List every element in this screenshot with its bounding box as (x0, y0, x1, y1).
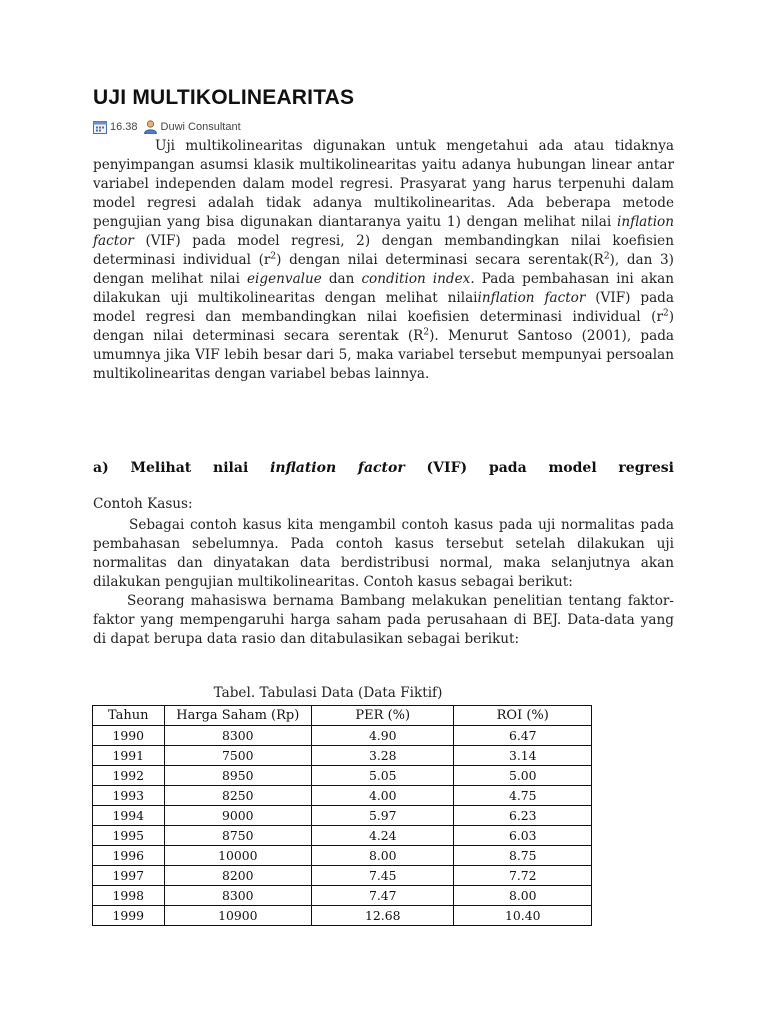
cell-year: 1995 (93, 826, 165, 846)
cell-stock-price: 8200 (164, 866, 312, 886)
post-meta (93, 120, 241, 134)
cell-per: 4.90 (312, 726, 454, 746)
cell-year: 1997 (93, 866, 165, 886)
cell-year: 1994 (93, 806, 165, 826)
header-roi: ROI (%) (454, 706, 592, 726)
cell-year: 1991 (93, 746, 165, 766)
cell-roi: 5.00 (454, 766, 592, 786)
cell-roi: 7.72 (454, 866, 592, 886)
cell-stock-price: 8250 (164, 786, 312, 806)
cell-year: 1992 (93, 766, 165, 786)
table-row (93, 806, 592, 826)
cell-roi: 8.75 (454, 846, 592, 866)
cell-roi: 10.40 (454, 906, 592, 926)
cell-stock-price: 10900 (164, 906, 312, 926)
cell-year: 1998 (93, 886, 165, 906)
cell-roi: 3.14 (454, 746, 592, 766)
cell-per: 8.00 (312, 846, 454, 866)
table-caption: Tabel. Tabulasi Data (Data Fiktif) (213, 685, 443, 701)
cell-per: 4.00 (312, 786, 454, 806)
cell-per: 12.68 (312, 906, 454, 926)
table-row (93, 866, 592, 886)
cell-per: 4.24 (312, 826, 454, 846)
case-label: Contoh Kasus: (93, 496, 193, 512)
cell-roi: 4.75 (454, 786, 592, 806)
table-row (93, 826, 592, 846)
cell-stock-price: 8300 (164, 886, 312, 906)
table-row (93, 886, 592, 906)
cell-roi: 8.00 (454, 886, 592, 906)
user-icon (143, 120, 158, 134)
cell-per: 7.45 (312, 866, 454, 886)
case-paragraph-2: Seorang mahasiswa bernama Bambang melakukan penelitian tentang faktor-faktor yang mempengaruhi harga saham pada perusahaan di BEJ. Data-data yang di dapat berupa data rasio dan ditabulasikan sebagai berikut: (93, 593, 674, 647)
intro-paragraph: Uji multikolinearitas digunakan untuk mengetahui ada atau tidaknya penyimpangan asumsi klasik multikolinearitas yaitu adanya hubungan linear antar variabel independen dalam model regresi. Prasyarat yang harus terpenuhi dalam model regresi adalah tidak adanya multikolinearitas. Ada beberapa metode pengujian yang bisa digunakan diantaranya yaitu 1) dengan melihat nilai inflation factor (VIF) pada model regresi, 2) dengan membandingkan nilai koefisien determinasi individual $(r^2)$ dengan nilai determinasi secara $serentak(R^2)$, dan 3) dengan melihat nilai eigenvalue dan condition index. Pada pembahasan ini akan dilakukan uji multikolinearitas dengan melihat nilaiinflation factor (VIF) pada model regresi dan membandingkan nilai koefisien determinasi individual $(r^2)$ dengan nilai determinasi secara serentak $(R^2)$. Menurut Santoso (2001), pada umumnya jika VIF lebih besar dari 5, maka variabel tersebut mempunyai persoalan multikolinearitas dengan variabel bebas lainnya. (93, 138, 674, 382)
cell-stock-price: 7500 (164, 746, 312, 766)
cell-stock-price: 9000 (164, 806, 312, 826)
cell-year: 1993 (93, 786, 165, 806)
cell-per: 5.05 (312, 766, 454, 786)
table-row (93, 766, 592, 786)
table-row (93, 726, 592, 746)
data-table (92, 705, 592, 926)
section-heading-a: a) Melihat nilai inflation factor (VIF) pada model regresi (93, 460, 674, 476)
calendar-icon (93, 121, 107, 134)
cell-roi: 6.47 (454, 726, 592, 746)
cell-roi: 6.03 (454, 826, 592, 846)
header-stock-price: Harga Saham (Rp) (164, 706, 312, 726)
table-header-row (93, 706, 592, 726)
cell-stock-price: 8750 (164, 826, 312, 846)
page-title: UJI MULTIKOLINEARITAS (93, 86, 355, 109)
table-row (93, 786, 592, 806)
cell-year: 1990 (93, 726, 165, 746)
cell-year: 1999 (93, 906, 165, 926)
table-row (93, 906, 592, 926)
cell-per: 7.47 (312, 886, 454, 906)
cell-stock-price: 8950 (164, 766, 312, 786)
header-year: Tahun (93, 706, 165, 726)
post-author[interactable]: Duwi Consultant (160, 121, 241, 133)
post-time: 16.38 (110, 121, 138, 133)
cell-year: 1996 (93, 846, 165, 866)
table-row (93, 746, 592, 766)
header-per: PER (%) (312, 706, 454, 726)
cell-per: 5.97 (312, 806, 454, 826)
cell-stock-price: 8300 (164, 726, 312, 746)
table-row (93, 846, 592, 866)
cell-stock-price: 10000 (164, 846, 312, 866)
case-paragraph-1: Sebagai contoh kasus kita mengambil contoh kasus pada uji normalitas pada pembahasan sebelumnya. Pada contoh kasus tersebut setelah dilakukan uji normalitas dan dinyatakan data berdistribusi normal, maka selanjutnya akan dilakukan pengujian multikolinearitas. Contoh kasus sebagai berikut: (93, 517, 674, 590)
cell-roi: 6.23 (454, 806, 592, 826)
cell-per: 3.28 (312, 746, 454, 766)
